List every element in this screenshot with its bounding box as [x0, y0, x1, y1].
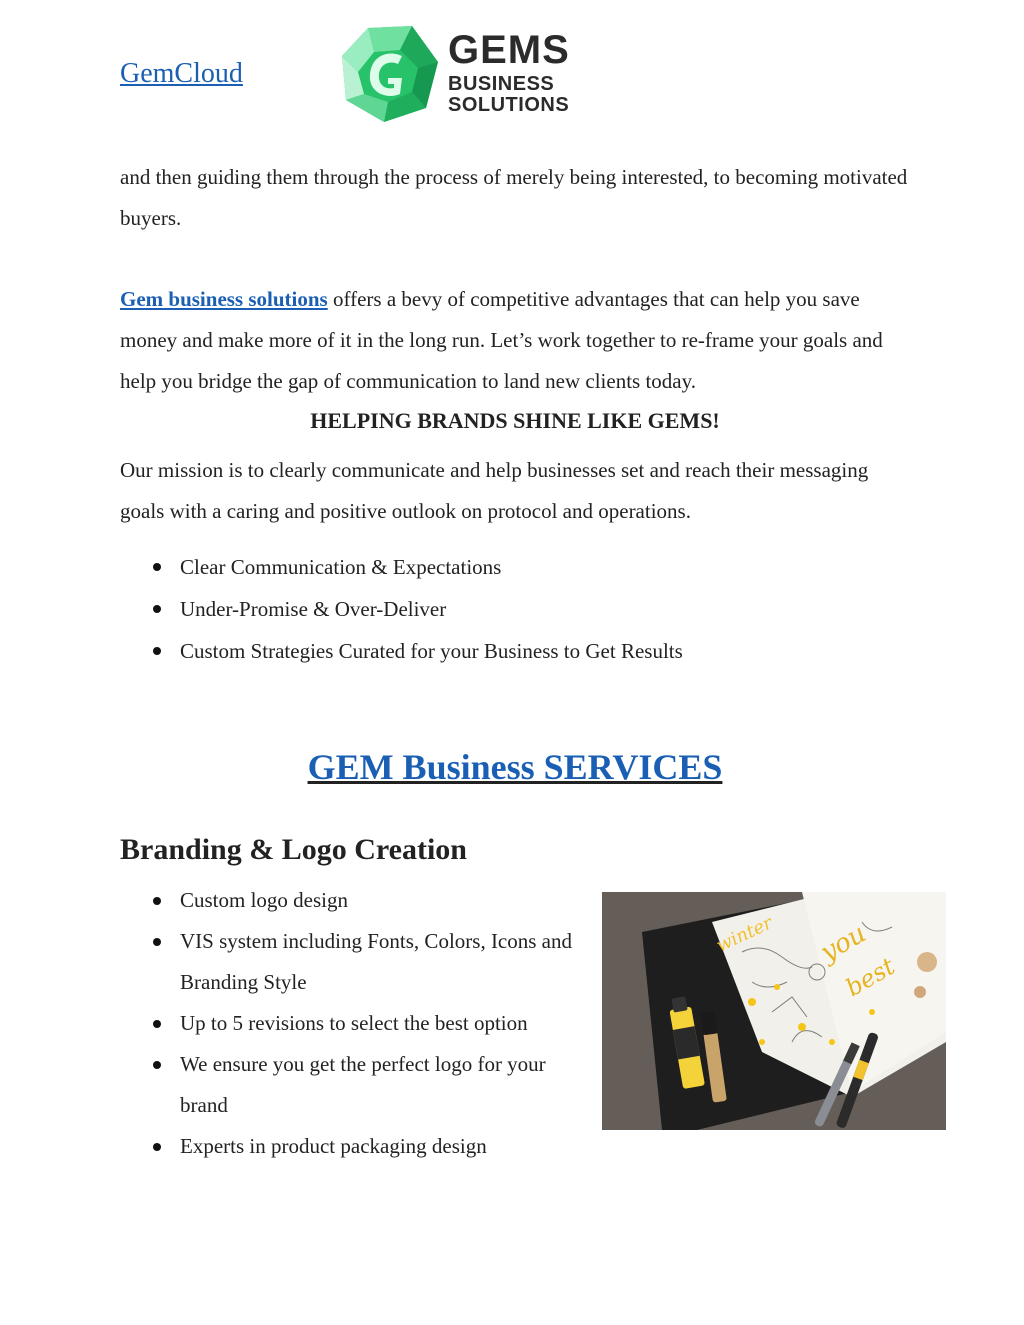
- list-item: Custom logo design: [120, 880, 590, 921]
- svg-text:winter: winter: [713, 912, 776, 957]
- mission-paragraph: Our mission is to clearly communicate and help businesses set and reach their messaging goals with a caring and positive outlook on protocol and operations.: [120, 458, 869, 523]
- gemcloud-link[interactable]: GemCloud: [120, 58, 243, 89]
- intro-paragraph: and then guiding them through the process of merely being interested, to becoming motivated buyers.: [120, 165, 908, 230]
- services-title[interactable]: [120, 742, 910, 792]
- logo-line-solutions: SOLUTIONS: [448, 94, 570, 116]
- list-item: Custom Strategies Curated for your Business to Get Results: [120, 630, 910, 672]
- logo-line-business: BUSINESS: [448, 73, 555, 95]
- gems-business-solutions-logo: [338, 22, 578, 126]
- svg-text:you: you: [815, 918, 872, 969]
- list-item: Up to 5 revisions to select the best option: [120, 1003, 590, 1044]
- list-item: Experts in product packaging design: [120, 1126, 590, 1167]
- branding-section: [120, 880, 910, 1167]
- svg-text:best: best: [841, 952, 900, 1003]
- document-body: [120, 157, 910, 1167]
- gem-logo-icon: [338, 22, 442, 126]
- mission-list: [120, 546, 910, 672]
- notebook-markers-image: [602, 892, 946, 1130]
- advantages-text: offers a bevy of competitive advantages that can help you save money and make more of it in the long run. Let’s work together to re-frame your goals and help you bridge the gap of communication to land new clients today.: [120, 287, 883, 393]
- branding-photo: [602, 892, 946, 1130]
- advantages-paragraph: [120, 279, 910, 402]
- mission-heading: HELPING BRANDS SHINE LIKE GEMS!: [310, 408, 720, 433]
- branding-heading: Branding & Logo Creation: [120, 833, 467, 866]
- services-title-text[interactable]: GEM Business SERVICES: [307, 747, 723, 787]
- list-item: Under-Promise & Over-Deliver: [120, 588, 910, 630]
- list-item: VIS system including Fonts, Colors, Icons and Branding Style: [120, 921, 590, 1003]
- branding-list: [120, 880, 590, 1167]
- list-item: Clear Communication & Expectations: [120, 546, 910, 588]
- list-item: We ensure you get the perfect logo for your brand: [120, 1044, 590, 1126]
- gem-business-solutions-link[interactable]: Gem business solutions: [120, 287, 328, 311]
- logo-line-gems: GEMS: [448, 28, 570, 72]
